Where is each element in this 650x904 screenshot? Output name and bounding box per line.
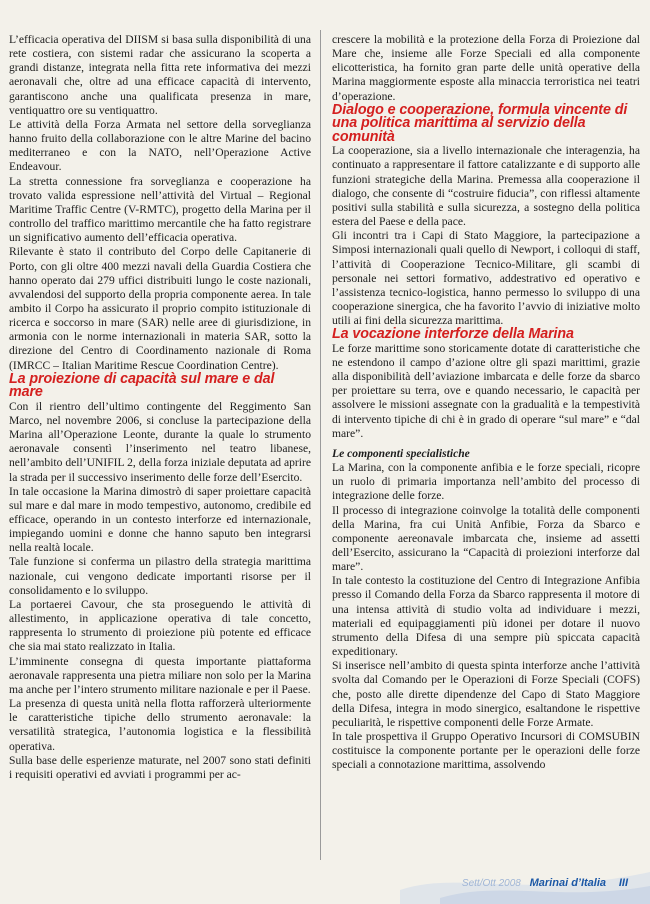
paragraph: Le attività della Forza Armata nel settore della sorveglianza hanno fruito della collaborazione con le altre Marine del bacino mediterraneo e con la NATO, nell’Operazione Active Endeavour. — [9, 117, 311, 174]
paragraph: Sulla base delle esperienze maturate, nel 2007 sono stati definiti i requisiti operativi ed avviati i programmi per ac- — [9, 753, 311, 781]
issue-date: Sett/Ott 2008 — [461, 878, 521, 889]
page-number: III — [618, 877, 628, 889]
paragraph: crescere la mobilità e la protezione della Forza di Proiezione dal Mare che, insieme alle Forze Speciali ed alla componente elicotteristica, ha fornito gran parte delle unità operative della Marina maggiormente esposte alla minaccia terroristica nei teatri d’operazione. — [332, 33, 640, 103]
paragraph: L’efficacia operativa del DIISM si basa sulla disponibilità di una rete costiera, con sistemi radar che assicurano la scoperta a grandi distanze, integrata nella fitta rete informativa dei mezzi aeronavali che, oltre ad una efficace capacità di intervento, garantiscono anche una qualificata presenza in mare, ventiquattro ore su ventiquattro. — [9, 33, 311, 117]
paragraph: La cooperazione, sia a livello internazionale che interagenzia, ha continuato a rappresentare il fattore catalizzante e di supporto alle funzioni strategiche della Marina. Premessa alla cooperazione il dialogo, che consente di “costruire fiducia”, con riflessi altamente positivi sulla stabilità e sulla sicurezza, a sostegno della politica estera del Paese e della pace. — [332, 144, 640, 229]
paragraph: La stretta connessione fra sorveglianza e cooperazione ha trovato valida espressione nell’attività del Virtual – Regional Maritime Traffic Centre (V-RMTC), progetto della Marina per il controllo del traffico marittimo mercantile che ha fatto registrare un significativo aumento dell’efficacia operativa. — [9, 174, 311, 245]
paragraph: Rilevante è stato il contributo del Corpo delle Capitanerie di Porto, con gli oltre 400 mezzi navali della Guardia Costiera che hanno operato dai 279 uffici distribuiti lungo le coste nazionali, avvalendosi del supporto della propria componente aerea. In tale ambito il Corpo ha assicurato il proprio compito istituzionale di ricerca e soccorso in mare (SAR) nelle aree di giurisdizione, in armonia con le norme internazionali in materia SAR, sotto la direzione del Centro di Coordinamento nazionale di Roma (IMRCC – Italian Maritime Rescue Coordination Centre). — [9, 245, 311, 372]
page-footer — [462, 877, 628, 889]
paragraph: Con il rientro dell’ultimo contingente del Reggimento San Marco, nel novembre 2006, si concluse la partecipazione della Marina all’Operazione Leonte, durante la quale lo strumento aeronavale consentì l’inserimento nel teatro libanese, nell’ambito dell’UNIFIL 2, della forza iniziale deputata ad aprire la strada per il successivo inserimento delle forze dell’Esercito. — [9, 399, 311, 484]
column-divider — [320, 30, 321, 860]
paragraph: In tale occasione la Marina dimostrò di saper proiettare capacità sul mare e dal mare in modo tempestivo, autonomo, credibile ed efficace, operando in un contesto interforze ed internazionale, impiegando uomini e donne che hanno saputo ben integrarsi nella realtà locale. — [9, 484, 311, 555]
paragraph: La portaerei Cavour, che sta proseguendo le attività di allestimento, in applicazione operativa di tale concetto, rappresenta lo strumento di proiezione più potente ed efficace che sia mai stato realizzato in Italia. — [9, 597, 311, 654]
paragraph: Si inserisce nell’ambito di questa spinta interforze anche l’attività svolta dal Comando per le Operazioni di Forze Speciali (COFS) che, posto alle dirette dipendenze del Capo di Stato Maggiore della Difesa, integra in modo sinergico, esaltandone le rispettive peculiarità, le rispettive componenti delle Forze Armate. — [332, 659, 640, 729]
section-heading-vocazione: La vocazione interforze della Marina — [332, 326, 574, 343]
left-column — [9, 33, 311, 782]
paragraph: Il processo di integrazione coinvolge la totalità delle componenti della Marina, fra cui Unità Anfibie, Forza da Sbarco e componente aereonavale imbarcata che, insieme ad assetti dell’Esercito, assicurano la “Capacità di proiezioni interforze dal mare”. — [332, 503, 640, 574]
section-heading-proiezione: La proiezione di capacità sul mare e dal mare — [9, 370, 275, 401]
subheading-componenti: Le componenti specialistiche — [332, 446, 470, 460]
section-heading-dialogo: Dialogo e cooperazione, formula vincente di una politica marittima al servizio della comunità — [332, 101, 628, 145]
paragraph: Le forze marittime sono storicamente dotate di caratteristiche che ne estendono il campo d’azione oltre gli spazi marittimi, grazie alla disponibilità dell’aviazione imbarcata e delle forze da sbarco per proiettare su terra, ove e quando necessario, le capacità per assolvere le missioni assegnate con la gradualità e la tempestività di intervento tipiche di chi è in grado di operare “sul mare” e “dal mare”. — [332, 341, 640, 440]
paragraph: Gli incontri tra i Capi di Stato Maggiore, la partecipazione a Simposi internazionali quali quello di Newport, i colloqui di staff, l’attività di Cooperazione Tecnico-Militare, gli scambi di personale nei settori formativo, addestrativo ed operativo e l’assistenza tecnico-logistica, hanno permesso lo sviluppo di una cooperazione sinergica, che ha favorito l’avvio di iniziative molto utili ai fini della sicurezza marittima. — [332, 229, 640, 328]
paragraph: L’imminente consegna di questa importante piattaforma aeronavale rappresenta una pietra miliare non solo per la Marina ma anche per l’intero strumento militare nazionale e per il Paese. — [9, 654, 311, 696]
paragraph: Tale funzione si conferma un pilastro della strategia marittima nazionale, cui vengono dedicate importanti risorse per il consolidamento e lo sviluppo. — [9, 555, 311, 597]
paragraph: La presenza di questa unità nella flotta rafforzerà ulteriormente le caratteristiche tipiche dello strumento aeronavale: la versatilità strategica, l’autonomia logistica e la flessibilità operativa. — [9, 697, 311, 753]
paragraph: In tale prospettiva il Gruppo Operativo Incursori di COMSUBIN costituisce la componente portante per le operazioni delle forze speciali a connotazione marittima, assolvendo — [332, 730, 640, 772]
paragraph: La Marina, con la componente anfibia e le forze speciali, ricopre un ruolo di primaria importanza nell’ambito del processo di integrazione delle forze. — [332, 461, 640, 503]
right-column — [332, 33, 640, 773]
paragraph: In tale contesto la costituzione del Centro di Integrazione Anfibia presso il Comando della Forza da Sbarco rappresenta il motore di una intensa attività di studio volta ad individuare i mezzi, materiali ed equipaggiamenti più idonei per dotare il nuovo strumento della Difesa di una sempre più spiccata capacità expeditionary. — [332, 574, 640, 659]
magazine-name: Marinai d’Italia — [529, 877, 607, 889]
